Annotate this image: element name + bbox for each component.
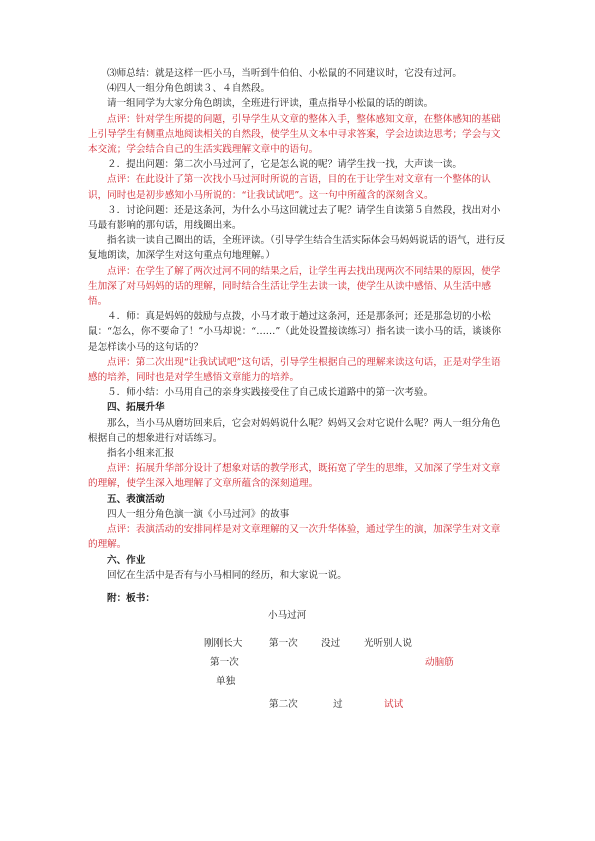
paragraph: 指名小组来汇报 — [107, 448, 175, 460]
board-only-listen: 光听别人说 — [364, 638, 412, 650]
paragraph: ５．师小结：小马用自己的亲身实践接受住了自己成长道路中的第一次考验。 — [107, 387, 434, 399]
paragraph: ⑷四人一组分角色朗读３、４自然段。 — [107, 83, 271, 95]
comment-paragraph: 点评：在此设计了第一次找小马过河时所说的言语，目的在于让学生对文章有一个整体的认识，同时也是初步感知小马所说的：“让我试试吧”。这一句中所蕴含的深刻含义。 — [88, 174, 491, 201]
blackboard-layout — [88, 608, 506, 738]
paragraph: 回忆在生活中是否有与小马相同的经历，和大家说一说。 — [107, 569, 347, 581]
section-heading: 四、拓展升华 — [107, 402, 165, 414]
board-intro: 附：板书： — [107, 592, 155, 604]
comment-paragraph: 点评：在学生了解了两次过河不同的结果之后，让学生再去找出现两次不同结果的原因，使学生加深了对马妈妈的话的理解，同时结合生活让学生去读一读，使学生从读中感悟、从生活中感悟。 — [88, 265, 501, 308]
section-heading: 五、表演活动 — [107, 493, 165, 505]
board-second-time: 第二次 — [269, 699, 298, 711]
board-title: 小马过河 — [268, 610, 307, 622]
paragraph: ３．讨论问题：还是这条河，为什么小马这回就过去了呢？请学生自读第５自然段，找出对小马最有影响的那句话，用线圈出来。 — [88, 204, 501, 232]
paragraph: 指名读一读自己圈出的话，全班评读。（引导学生结合生活实际体会马妈妈说话的语气，进行反复地朗读，加深学生对这句重点句地理解。） — [88, 235, 506, 262]
board-not-crossed: 没过 — [321, 638, 341, 650]
comment-paragraph: 点评：拓展升华部分设计了想象对话的教学形式，既拓宽了学生的思维，又加深了学生对文章的理解，使学生深入地理解了文章所蕴含的深刻道理。 — [88, 463, 501, 490]
paragraph: 请一组同学为大家分角色朗读，全班进行评读，重点指导小松鼠的话的朗读。 — [107, 98, 434, 110]
comment-paragraph: 点评：针对学生所提的问题，引导学生从文章的整体入手，整体感知文章，在整体感知的基础上引导学生有侧重点地阅读相关的自然段，使学生从文本中寻求答案，学会边读边思考；学会与文本交流；学会结合自己的生活实践理解文章中的语句。 — [88, 113, 501, 156]
paragraph: 四人一组分角色演一演《小马过河》的故事 — [107, 508, 290, 520]
board-crossed: 过 — [333, 699, 343, 711]
comment-paragraph: 点评：表演活动的安排同样是对文章理解的又一次升华体验，通过学生的演，加深学生对文章的理解。 — [88, 524, 501, 551]
paragraph: ４．师：真是妈妈的鼓励与点拨，小马才敢于趟过这条河，还是那条河；还是那急切的小松鼠：“怎么，你不要命了！”小马却说：“……”（此处设置接读练习）指名读一读小马的话，谈谈你是怎样读小马的这句话的？ — [88, 311, 501, 353]
paragraph: ２．提出问题：第二次小马过河了，它是怎么说的呢？请学生找一找，大声读一读。 — [107, 159, 462, 171]
board-alone: 单独 — [216, 676, 236, 688]
section-heading: 六、作业 — [107, 554, 146, 566]
document-body — [88, 66, 506, 738]
board-grow: 刚刚长大 — [204, 638, 243, 650]
paragraph: 那么，当小马从磨坊回来后，它会对妈妈说什么呢？妈妈又会对它说什么呢？两人一组分角色根据自己的想象进行对话练习。 — [88, 417, 501, 444]
comment-paragraph: 点评：第二次出现“让我试试吧”这句话，引导学生根据自己的理解来读这句话，正是对学生语感的培养，同时也是对学生感悟文章能力的培养。 — [88, 356, 501, 384]
board-first-time: 第一次 — [269, 638, 298, 650]
paragraph: ⑶师总结：就是这样一匹小马，当听到牛伯伯、小松鼠的不同建议时，它没有过河。 — [107, 68, 462, 79]
board-use-brain: 动脑筋 — [425, 657, 454, 669]
board-first-time-left: 第一次 — [210, 657, 239, 669]
board-try-it: 试试 — [384, 699, 404, 711]
